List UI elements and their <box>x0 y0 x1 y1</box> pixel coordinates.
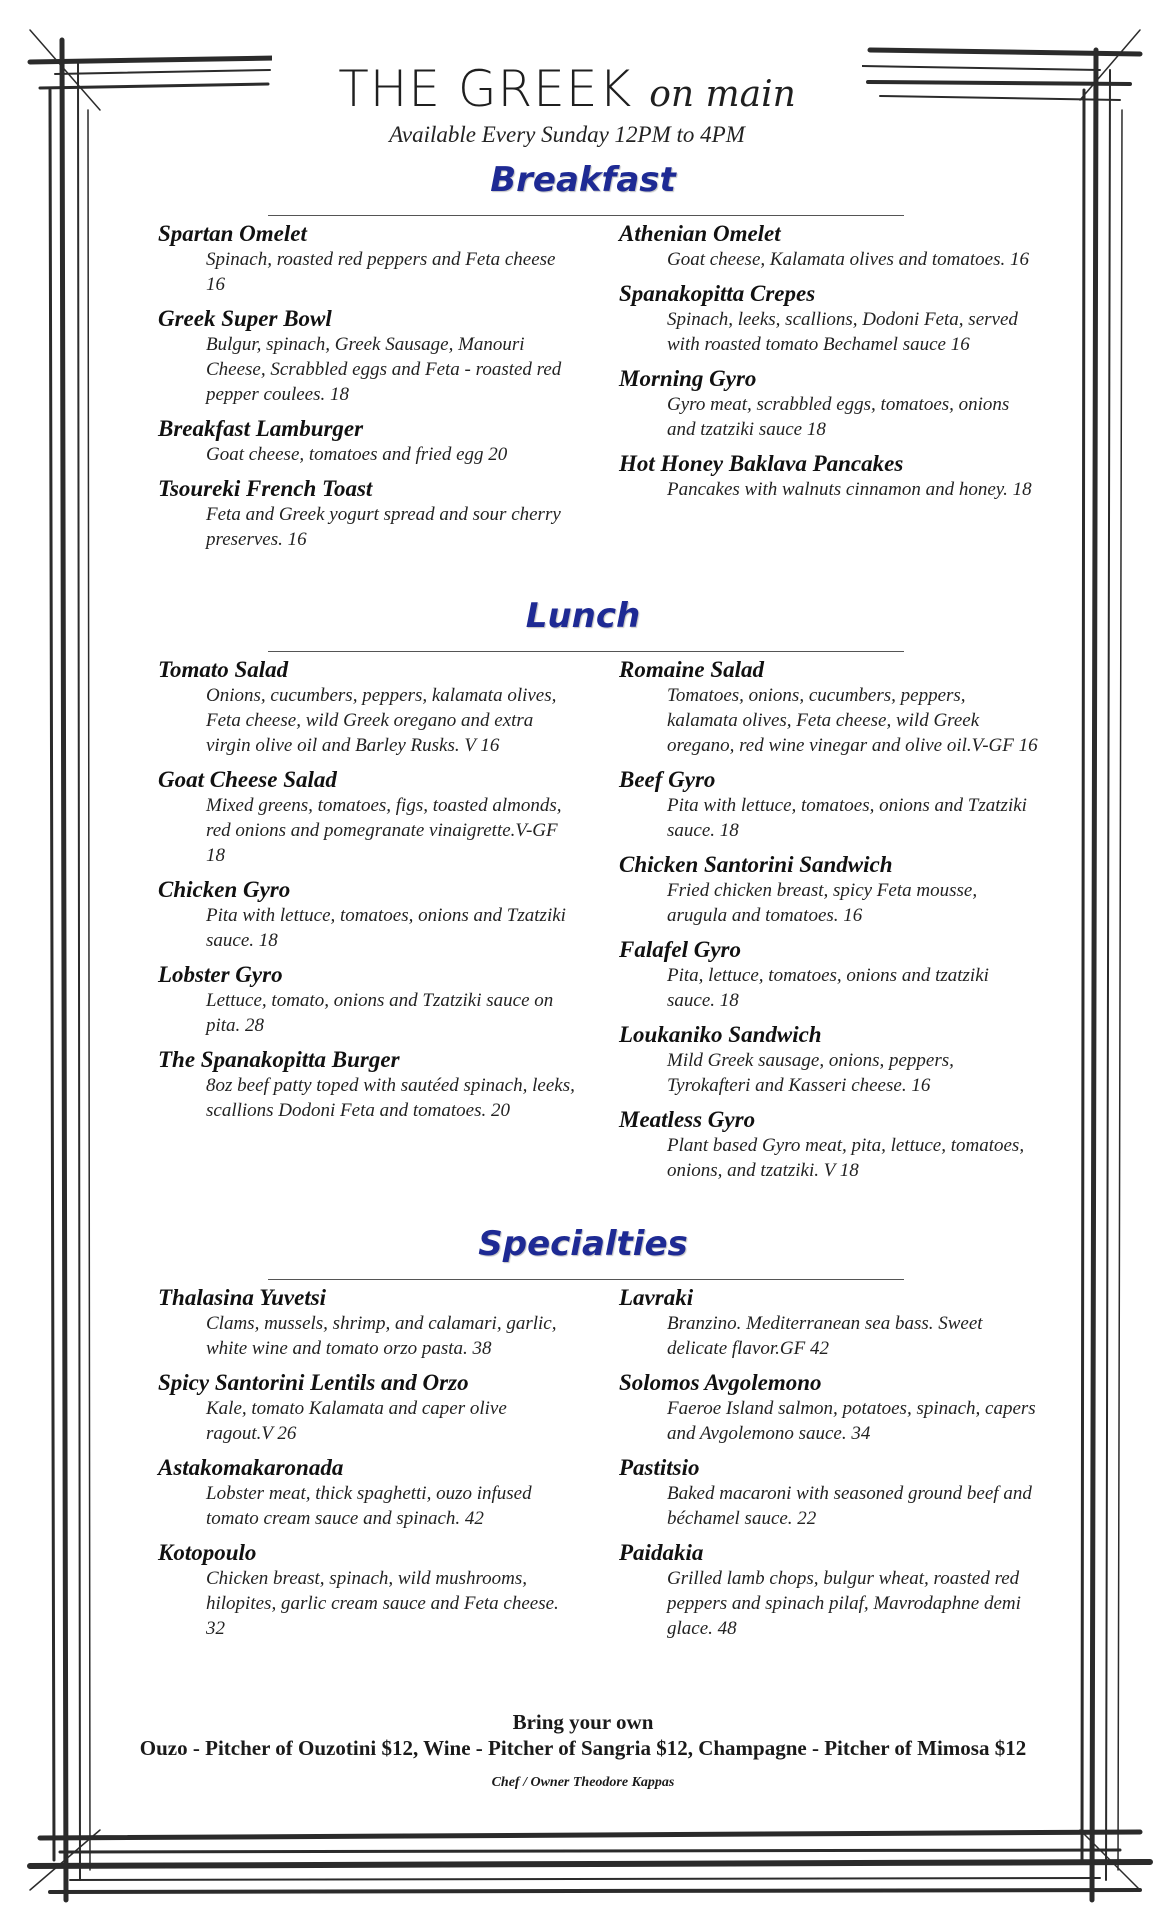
menu-item <box>619 1454 1039 1531</box>
menu-item-description: Goat cheese, tomatoes and fried egg 20 <box>206 444 508 465</box>
title-block <box>272 44 862 154</box>
menu-item <box>619 450 1039 502</box>
availability-text: Available Every Sunday 12PM to 4PM <box>389 122 745 147</box>
lunch-left-column <box>158 656 578 1131</box>
section-divider <box>268 651 904 652</box>
breakfast-left-column <box>158 220 578 560</box>
menu-item <box>619 365 1039 442</box>
menu-item-name: Falafel Gyro <box>619 937 742 962</box>
menu-item-name: Lavraki <box>619 1285 694 1310</box>
menu-item-name: Romaine Salad <box>619 657 765 682</box>
menu-item-description: Gyro meat, scrabbled eggs, tomatoes, onions and tzatziki sauce 18 <box>667 394 1010 440</box>
specialties-left-column <box>158 1284 578 1649</box>
menu-item-name: Astakomakaronada <box>158 1455 344 1480</box>
menu-item <box>158 961 578 1038</box>
menu-item-description: Pita with lettuce, tomatoes, onions and Tzatziki sauce. 18 <box>206 905 566 951</box>
menu-item-description: Pita, lettuce, tomatoes, onions and tzatziki sauce. 18 <box>667 965 989 1011</box>
menu-item-description: Tomatoes, onions, cucumbers, peppers, kalamata olives, Feta cheese, wild Greek oregano, red wine vinegar and olive oil.V-GF 16 <box>667 685 1038 756</box>
menu-item-description: Pita with lettuce, tomatoes, onions and Tzatziki sauce. 18 <box>667 795 1027 841</box>
menu-item <box>158 1369 578 1446</box>
menu-item-name: Chicken Gyro <box>158 877 291 902</box>
title-script-text: on main <box>649 74 796 115</box>
menu-item <box>158 1539 578 1641</box>
menu-item <box>158 1284 578 1361</box>
menu-item-name: Meatless Gyro <box>619 1107 756 1132</box>
menu-item-name: Spanakopitta Crepes <box>619 281 816 306</box>
lunch-right-column <box>619 656 1039 1191</box>
menu-item-name: Solomos Avgolemono <box>619 1370 822 1395</box>
menu-item-description: 8oz beef patty toped with sautéed spinach, leeks, scallions Dodoni Feta and tomatoes. 20 <box>206 1075 575 1121</box>
menu-item <box>619 851 1039 928</box>
menu-item-description: Onions, cucumbers, peppers, kalamata olives, Feta cheese, wild Greek oregano and extra virgin olive oil and Barley Rusks. V 16 <box>206 685 557 756</box>
specialties-right-column <box>619 1284 1039 1649</box>
byo-heading: Bring your own <box>512 1710 654 1734</box>
menu-item-name: Loukaniko Sandwich <box>619 1022 822 1047</box>
menu-item <box>158 220 578 297</box>
menu-item-description: Grilled lamb chops, bulgur wheat, roasted red peppers and spinach pilaf, Mavrodaphne demi glace. 48 <box>667 1568 1021 1639</box>
menu-item-description: Bulgur, spinach, Greek Sausage, Manouri Cheese, Scrabbled eggs and Feta - roasted red pepper coulees. 18 <box>206 334 562 405</box>
menu-item-name: Kotopoulo <box>158 1540 257 1565</box>
byo-drinks: Ouzo - Pitcher of Ouzotini $12, Wine - Pitcher of Sangria $12, Champagne - Pitcher of Mimosa $12 <box>139 1736 1027 1760</box>
menu-item-name: Tomato Salad <box>158 657 289 682</box>
menu-item-name: Morning Gyro <box>619 366 757 391</box>
menu-item <box>158 766 578 868</box>
restaurant-title <box>272 60 862 118</box>
menu-item <box>619 1539 1039 1641</box>
menu-item-name: Paidakia <box>619 1540 704 1565</box>
menu-item-description: Spinach, roasted red peppers and Feta cheese 16 <box>206 249 556 295</box>
menu-item-description: Plant based Gyro meat, pita, lettuce, tomatoes, onions, and tzatziki. V 18 <box>667 1135 1025 1181</box>
menu-item <box>619 1021 1039 1098</box>
menu-item-name: Goat Cheese Salad <box>158 767 337 792</box>
menu-item <box>619 1284 1039 1361</box>
menu-item <box>158 876 578 953</box>
title-main-text: THE GREEK <box>338 60 633 118</box>
menu-item <box>158 1046 578 1123</box>
menu-item <box>158 415 578 467</box>
menu-item-description: Lobster meat, thick spaghetti, ouzo infused tomato cream sauce and spinach. 42 <box>206 1483 532 1529</box>
chef-credit: Chef / Owner Theodore Kappas <box>491 1775 675 1790</box>
section-title-specialties: Specialties <box>478 1224 688 1264</box>
menu-item-name: Greek Super Bowl <box>158 306 332 331</box>
section-title-breakfast: Breakfast <box>490 160 676 200</box>
menu-item-name: Spartan Omelet <box>158 221 307 246</box>
menu-item-name: Breakfast Lamburger <box>158 416 364 441</box>
menu-item-description: Mixed greens, tomatoes, figs, toasted almonds, red onions and pomegranate vinaigrette.V-GF 18 <box>206 795 562 866</box>
menu-item-description: Spinach, leeks, scallions, Dodoni Feta, served with roasted tomato Bechamel sauce 16 <box>667 309 1018 355</box>
menu-item-description: Mild Greek sausage, onions, peppers, Tyrokafteri and Kasseri cheese. 16 <box>667 1050 954 1096</box>
menu-item <box>619 766 1039 843</box>
menu-item <box>158 656 578 758</box>
menu-item-description: Baked macaroni with seasoned ground beef and béchamel sauce. 22 <box>667 1483 1032 1529</box>
menu-item-name: Athenian Omelet <box>619 221 781 246</box>
menu-item-name: Beef Gyro <box>619 767 716 792</box>
menu-item-description: Branzino. Mediterranean sea bass. Sweet delicate flavor.GF 42 <box>667 1313 983 1359</box>
menu-item-name: Thalasina Yuvetsi <box>158 1285 327 1310</box>
menu-item-name: Spicy Santorini Lentils and Orzo <box>158 1370 469 1395</box>
menu-item <box>619 936 1039 1013</box>
menu-item <box>158 1454 578 1531</box>
menu-item-name: The Spanakopitta Burger <box>158 1047 400 1072</box>
section-divider <box>268 215 904 216</box>
menu-item-description: Lettuce, tomato, onions and Tzatziki sauce on pita. 28 <box>206 990 554 1036</box>
menu-item <box>619 1106 1039 1183</box>
menu-item <box>619 656 1039 758</box>
menu-item-name: Tsoureki French Toast <box>158 476 373 501</box>
menu-item-description: Clams, mussels, shrimp, and calamari, garlic, white wine and tomato orzo pasta. 38 <box>206 1313 557 1359</box>
menu-item <box>619 280 1039 357</box>
section-title-lunch: Lunch <box>525 596 641 636</box>
menu-item-description: Faeroe Island salmon, potatoes, spinach, capers and Avgolemono sauce. 34 <box>667 1398 1036 1444</box>
menu-item-description: Kale, tomato Kalamata and caper olive ragout.V 26 <box>206 1398 507 1444</box>
section-divider <box>268 1279 904 1280</box>
menu-item-name: Hot Honey Baklava Pancakes <box>619 451 904 476</box>
menu-item <box>619 220 1039 272</box>
menu-item-name: Lobster Gyro <box>158 962 283 987</box>
menu-item <box>158 305 578 407</box>
menu-item-description: Goat cheese, Kalamata olives and tomatoes. 16 <box>667 249 1030 270</box>
menu-item-description: Pancakes with walnuts cinnamon and honey. 18 <box>667 479 1032 500</box>
menu-item-description: Fried chicken breast, spicy Feta mousse, arugula and tomatoes. 16 <box>667 880 978 926</box>
menu-item <box>619 1369 1039 1446</box>
menu-item-name: Pastitsio <box>619 1455 700 1480</box>
breakfast-right-column <box>619 220 1039 510</box>
menu-item <box>158 475 578 552</box>
menu-item-description: Feta and Greek yogurt spread and sour cherry preserves. 16 <box>206 504 561 550</box>
menu-item-description: Chicken breast, spinach, wild mushrooms, hilopites, garlic cream sauce and Feta cheese. 32 <box>206 1568 559 1639</box>
menu-item-name: Chicken Santorini Sandwich <box>619 852 893 877</box>
